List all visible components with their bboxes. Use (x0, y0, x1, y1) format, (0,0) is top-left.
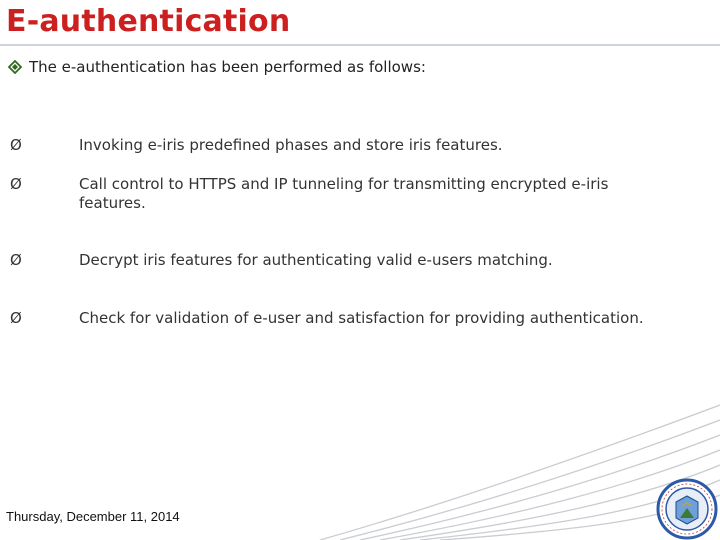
intro-text: The e-authentication has been performed as follows: (29, 58, 426, 76)
title-divider (0, 44, 720, 46)
university-seal-logo (656, 478, 718, 540)
list-item (79, 309, 689, 328)
diamond-check-icon (8, 60, 22, 74)
arrow-bullet-icon: Ø (10, 251, 22, 269)
footer-date: Thursday, December 11, 2014 (6, 509, 180, 524)
arrow-bullet-icon: Ø (10, 309, 22, 327)
list-item-text: Invoking e-iris predefined phases and store iris features. (79, 136, 503, 154)
list-item (79, 136, 689, 155)
arrow-bullet-icon: Ø (10, 136, 22, 154)
list-item-text: Check for validation of e-user and satisfaction for providing authentication. (79, 309, 644, 327)
list-item (79, 175, 689, 213)
list-item-text: Decrypt iris features for authenticating valid e-users matching. (79, 251, 553, 269)
slide-title: E-authentication (6, 4, 291, 39)
arrow-bullet-icon: Ø (10, 175, 22, 193)
list-item (79, 251, 689, 270)
list-item-text: Call control to HTTPS and IP tunneling for transmitting encrypted e-iris (79, 175, 609, 193)
intro-line (8, 58, 426, 76)
list-item-text-continued: features. (79, 194, 146, 212)
